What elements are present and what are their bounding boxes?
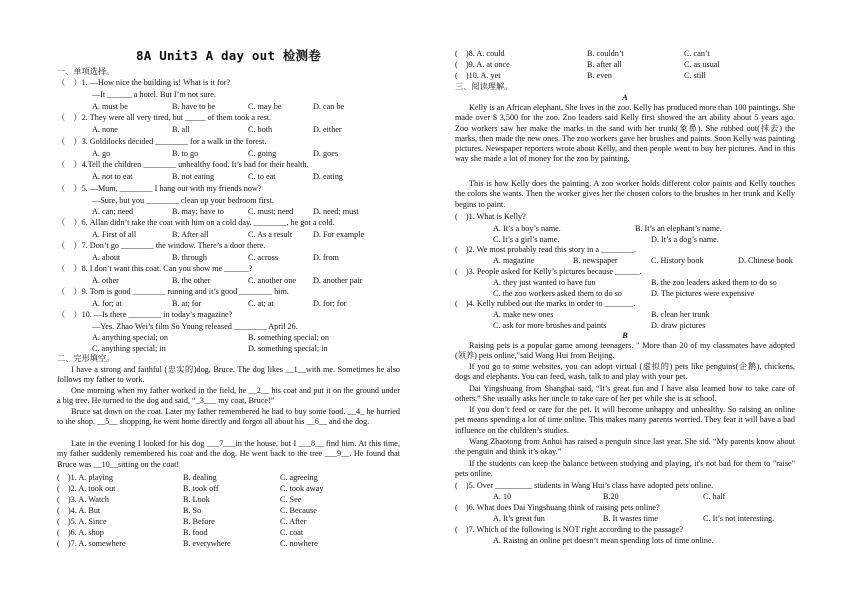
option: ( )10. A. yet [455, 71, 501, 80]
option: C. may be [248, 102, 282, 111]
cloze-paragraph: Bruce sat down on the coat. Later my father remembered he had to buy some food. __4_ he hurried to the shop. __5__ shopping, he went home directly and forgot all about his __6__ and the dog. [57, 407, 400, 427]
option: ( )3. A. Watch [57, 495, 109, 504]
option: C. See [280, 495, 302, 504]
option: C. anything special; in [92, 344, 166, 353]
question: ( )5. Over _________ students in Wang Hui’s class have adopted pets online. [455, 481, 714, 490]
question: （ ）5. —Mum, ________ I hang out with my friends now? [57, 184, 262, 193]
option: B. dealing [183, 473, 217, 482]
question: ( )7. Which of the following is NOT right according to the passage? [455, 525, 683, 534]
option: B. even [587, 71, 613, 80]
cloze-option-row [57, 539, 318, 549]
passage-paragraph: Dai Yingshuang from Shanghai said, “It’s great fun and I have also learned how to take care of others.” She usually asks her uncle to take care of her pet while she is at school. [455, 384, 795, 404]
option: C. another one [248, 276, 296, 285]
option: B. after all [587, 60, 622, 69]
option: C. ask for more brushes and paints [493, 321, 607, 330]
question: ( )3. People asked for Kelly’s pictures because ______. [455, 267, 642, 276]
option-row [92, 253, 339, 263]
question: ( )6. What does Dai Yingshuang think of raising pets online? [455, 503, 660, 512]
option: C. going [248, 149, 277, 158]
option-row [493, 321, 705, 331]
option: A. magazine [493, 256, 535, 265]
option: ( )5. A. Since [57, 517, 107, 526]
option-row [92, 172, 343, 182]
option: D. either [313, 125, 342, 134]
question: （ ）3. Goldilocks decided ________ for a walk in the forest. [57, 137, 267, 146]
option: C. as usual [684, 60, 720, 69]
passage-paragraph: Raising pets is a popular game among teenagers. " More than 20 of my classmates have adopted (领养) pets online,"said Wang Hui from Beijing. [455, 341, 795, 361]
section-heading: 一、单项选择。 [57, 67, 115, 76]
option: ( )4. A. But [57, 506, 101, 515]
option: A. they just wanted to have fun [493, 278, 596, 287]
question: （ ）9. Tom is good ________ running and it’s good ________ him. [57, 287, 289, 296]
option: B. to go [172, 149, 199, 158]
option: D. from [313, 253, 339, 262]
option: C. both [248, 125, 273, 134]
option: B.20 [603, 492, 619, 501]
option: D. for; for [313, 299, 347, 308]
question: ( )4. Kelly rubbed out the marks in order to _______. [455, 299, 636, 308]
option-row [493, 289, 754, 299]
cloze-option-row [57, 528, 303, 538]
question-line: —Sure, but you ________ clean up your bedroom first. [92, 196, 274, 205]
passage-label: A [622, 93, 628, 102]
option: A. anything special; on [92, 333, 168, 342]
question: （ ）8. I don’t want this coat. Can you show me ______? [57, 264, 253, 273]
option: A. about [92, 253, 121, 262]
option: B. have to be [172, 102, 216, 111]
option: B. It’s an elephant’s name. [635, 224, 722, 233]
passage-paragraph: If you go to some websites, you can adopt virtual (虚拟的) pets like penguins(企鹅), chickens, dogs and elephants. You can feed, wash, talk to and play with your pet. [455, 362, 795, 382]
cloze-paragraph: Late in the evening I looked for his dog ___7___in the house, but I ___8__ find him. At this time, my father suddenly remembered his coat and the dog. He went back to the tree ___9__. He found that Bruce was __10__sitting on the coat! [57, 439, 400, 469]
question: （ ）1. —How nice the building is! What is it for? [57, 78, 231, 87]
option: A. must be [92, 102, 128, 111]
option: B. the other [172, 276, 211, 285]
section-heading: 三、阅读理解。 [455, 82, 513, 91]
option: D. can be [313, 102, 345, 111]
option: D. eating [313, 172, 344, 181]
question: （ ）10. —Is there ________ in today’s magazine? [57, 310, 233, 319]
option-row [92, 102, 344, 112]
option: ( )8. A. could [455, 49, 505, 58]
option: C. across [248, 253, 279, 262]
cloze-option-row [455, 71, 706, 81]
option: B. not eating [172, 172, 215, 181]
option: C. Because [280, 506, 317, 515]
option: C. agreeing [280, 473, 318, 482]
cloze-paragraph: One morning when my father worked in the field, he __2__ his coat and put it on the ground under a big tree. He turned to the dog and said, “_3___ my coat, Bruce!” [57, 386, 400, 406]
option: A. go [92, 149, 111, 158]
option: A. none [92, 125, 118, 134]
section-heading: 二、完形填空。 [57, 354, 115, 363]
option: ( )1. A. playing [57, 473, 113, 482]
question: （ ）7. Don’t go ________ the window. There’s a door there. [57, 241, 266, 250]
option-row [493, 256, 793, 266]
option: A. not to eat [92, 172, 133, 181]
option-row [493, 235, 719, 245]
question: ( )2. We most probably read this story in a ________. [455, 245, 636, 254]
option: B. newspaper [573, 256, 618, 265]
option: B. took off [183, 484, 219, 493]
option: B. through [172, 253, 208, 262]
option: A. It’s a boy’s name. [493, 224, 561, 233]
question: （ ）2. They were all very tired, but _____ of them took a rest. [57, 113, 271, 122]
cloze-option-row [455, 49, 710, 59]
question-line: —It ______ a hotel. But I’m not sure. [92, 90, 216, 99]
option: B. the zoo leaders asked them to do so [651, 278, 777, 287]
option-row [493, 514, 774, 524]
option-row [92, 149, 338, 159]
option: B. After all [172, 230, 209, 239]
passage-paragraph: Wang Zhaotong from Anhui has raised a penguin since last year. She sid. “My parents know about the penguin and think it’s okay.” [455, 437, 795, 457]
option: ( )9. A. at once [455, 60, 510, 69]
cloze-option-row [57, 517, 306, 527]
option: C. History book [651, 256, 704, 265]
option: B. all [172, 125, 190, 134]
option: B. clean her trunk [651, 310, 710, 319]
option: B. may; have to [172, 207, 224, 216]
option: ( )6. A. shop [57, 528, 104, 537]
option: D. draw pictures [651, 321, 706, 330]
option: A. 10 [493, 492, 512, 501]
option-row [92, 333, 329, 343]
option-row [92, 299, 346, 309]
option-row [92, 125, 342, 135]
question-line: —Yes. Zhao Wei’s film So Young released ________ April 26. [92, 322, 298, 331]
option: C. the zoo workers asked them to do so [493, 289, 622, 298]
option-row [92, 207, 359, 217]
option-row [493, 492, 725, 502]
option: C. half [703, 492, 726, 501]
option: B. food [183, 528, 208, 537]
option: B. Look [183, 495, 210, 504]
option: C. can’t [684, 49, 710, 58]
option: C. at; at [248, 299, 274, 308]
option: C. coat [280, 528, 304, 537]
option: D. Chinese book [738, 256, 793, 265]
question: （ ）6. Allan didn’t take the coat with him on a cold day. ________, he got a cold. [57, 218, 335, 227]
option: A. can; need [92, 207, 134, 216]
option: B. couldn’t [587, 49, 624, 58]
option: C. As a result [248, 230, 293, 239]
question: （ ）4.Tell the children ________ unhealthy food. It’s bad for their health. [57, 160, 309, 169]
option-row [493, 310, 710, 320]
cloze-paragraph: I have a strong and faithful (忠实的)dog, Bruce. The dog likes __1__with me. Sometimes he also follows my father to work. [57, 365, 400, 385]
passage-paragraph: This is how Kelly does the painting. A zoo worker holds different color paints and Kelly touches the colors she wants. Then the worker gives her the chosen colors to the brushes in her trunk and Kelly begins to paint. [455, 179, 795, 209]
option: C. took away [280, 484, 324, 493]
option: C. It’s not interesting. [703, 514, 775, 523]
option: B. something special; on [248, 333, 329, 342]
cloze-option-row [57, 473, 318, 483]
cloze-option-row [57, 484, 323, 494]
option-row [493, 224, 722, 234]
option: C. to eat [248, 172, 276, 181]
option: B. It wastes time [603, 514, 659, 523]
option: ( )2. A. took out [57, 484, 116, 493]
passage-paragraph: If the students can keep the balance between studying and playing, it's not bad for them to "raise" pets online. [455, 459, 795, 479]
option: B. everywhere [183, 539, 231, 548]
option: C. nowhere [280, 539, 318, 548]
cloze-option-row [57, 506, 317, 516]
option: B. Before [183, 517, 215, 526]
passage-paragraph: If you don’t feed or care for the pet. It will become unhappy and unhealthy. So raising an online pet means spending a lot of time online. This makes many parents worried. They fear it will have a bad influence on the children’s studies. [455, 405, 795, 435]
option: A. for; at [92, 299, 122, 308]
option: A. Raising an online pet doesn’t mean spending lots of time online. [493, 536, 714, 545]
passage-label: B [622, 331, 628, 340]
option-row [493, 278, 777, 288]
option: D. The pictures were expensive [651, 289, 755, 298]
option-row [92, 230, 364, 240]
option: D. goes [313, 149, 339, 158]
option: ( )7. A. somewhere [57, 539, 126, 548]
option: D. another pair [313, 276, 363, 285]
question: ( )1. What is Kelly? [455, 212, 526, 221]
option: A. make new ones [493, 310, 554, 319]
option-row [92, 344, 328, 354]
option: D. need; must [313, 207, 359, 216]
cloze-option-row [57, 495, 301, 505]
cloze-option-row [455, 60, 720, 70]
page-title: 8A Unit3 A day out 检测卷 [136, 48, 321, 63]
option: A. other [92, 276, 119, 285]
option: A. First of all [92, 230, 137, 239]
option: D. It’s a dog’s name. [651, 235, 719, 244]
option: D. something special; in [248, 344, 328, 353]
option: B. So [183, 506, 202, 515]
option-row [92, 276, 362, 286]
option: C. still [684, 71, 706, 80]
option: C. After [280, 517, 307, 526]
option: B. at; for [172, 299, 202, 308]
option: C. It’s a girl’s name. [493, 235, 560, 244]
option: D. For example [313, 230, 365, 239]
passage-paragraph: Kelly is an African elephant. She lives in the zoo. Kelly has produced more than 100 paintings. She made over $ 3,500 for the zoo. Zoo leaders said Kelly first showed the art ability about 5 years ago. Zoo workers saw her make the marks in the sand with her trunk(象鼻). She rubbed out(抹去) the marks, then made the new ones. The zoo workers gave her brushes and paints. Soon Kelly was painting pictures. Newspaper reporters wrote about Kelly, and then people went to buy her pictures. And in this way she made a lot of money for the zoo by painting. [455, 103, 795, 164]
option: C. must; need [248, 207, 294, 216]
option: A. It’s great fun [493, 514, 545, 523]
